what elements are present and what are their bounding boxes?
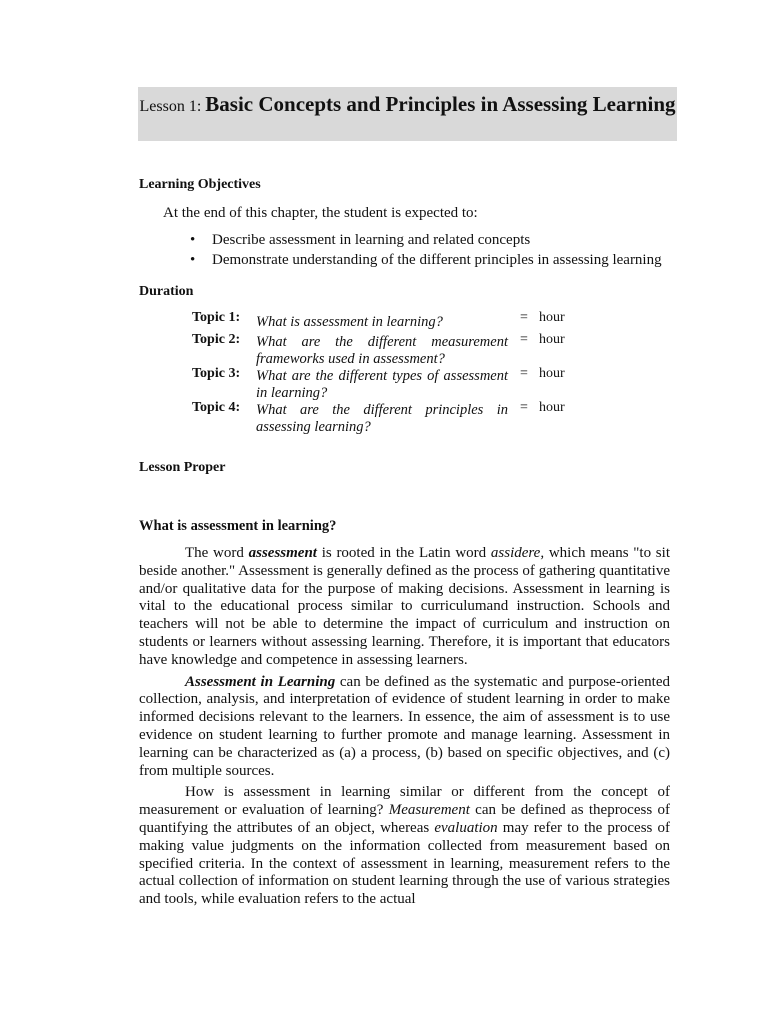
bullet-icon: • [190,252,196,268]
topic-question: What are the different types of assessment in learning? [256,368,508,401]
lesson-proper-heading: Lesson Proper [139,460,226,475]
topic-question: What are the different principles in assessing learning? [256,402,508,435]
topic-label: Topic 2: [192,332,241,347]
lesson-title-banner [138,87,677,141]
section-heading: What is assessment in learning? [139,518,337,534]
term-assessment-in-learning: Assessment in Learning [185,673,336,690]
topic-duration: hour [539,332,565,347]
paragraph: The word assessment is rooted in the Latin word assidere, which means "to sit beside another." Assessment is generally defined as the process of gathering quantitative and/or qualitative data for the purpose of making decisions. Assessment in learning is vital to the educational process similar to curriculumand instruction. Schools and teachers will not be able to determine the impact of curriculum and instruction on students or learners without assessing learning. Therefore, it is important that educators have knowledge and competence in assessing learners. [139,545,670,668]
learning-objectives-heading: Learning Objectives [139,177,261,192]
paragraph: How is assessment in learning similar or different from the concept of measurement or evaluation of learning? Measurement can be defined as theprocess of quantifying the attributes of an object, whereas evaluation may refer to the process of making value judgments on the information collected from measurement based on specified criteria. In the context of assessment in learning, measurement refers to the actual collection of information on student learning through the use of various strategies and tools, while evaluation refers to the actual [139,784,670,908]
topic-question: What are the different measurement frameworks used in assessment? [256,334,508,367]
term-evaluation: evaluation [434,819,498,836]
topic-equals: = [520,400,528,415]
objectives-intro: At the end of this chapter, the student is expected to: [163,205,478,221]
lesson-number: Lesson 1: [139,98,202,115]
topic-question: What is assessment in learning? [256,314,443,330]
term-assessment: assessment [248,545,317,561]
topic-duration: hour [539,310,565,325]
topic-equals: = [520,310,528,325]
term-assidere: assidere, [490,545,545,561]
lesson-body [139,545,670,913]
topic-label: Topic 3: [192,366,241,381]
list-item: • Describe assessment in learning and related concepts [190,232,531,248]
topic-equals: = [520,366,528,381]
topic-duration: hour [539,366,565,381]
bullet-icon: • [190,232,196,248]
lesson-title: Basic Concepts and Principles in Assessing Learning [205,92,676,116]
topic-label: Topic 1: [192,310,241,325]
topic-label: Topic 4: [192,400,241,415]
objectives-list [190,230,662,270]
paragraph: Assessment in Learning can be defined as the systematic and purpose-oriented collection, analysis, and interpretation of evidence of student learning in order to make informed decisions relevant to the learners. In essence, the aim of assessment is to use evidence on student learning to further promote and manage learning. Assessment in learning can be characterized as (a) a process, (b) based on specific objectives, and (c) from multiple sources. [139,673,670,779]
term-measurement: Measurement [388,802,470,819]
duration-heading: Duration [139,284,194,299]
topic-duration: hour [539,400,565,415]
topic-equals: = [520,332,528,347]
list-item: • Demonstrate understanding of the different principles in assessing learning [190,252,662,268]
